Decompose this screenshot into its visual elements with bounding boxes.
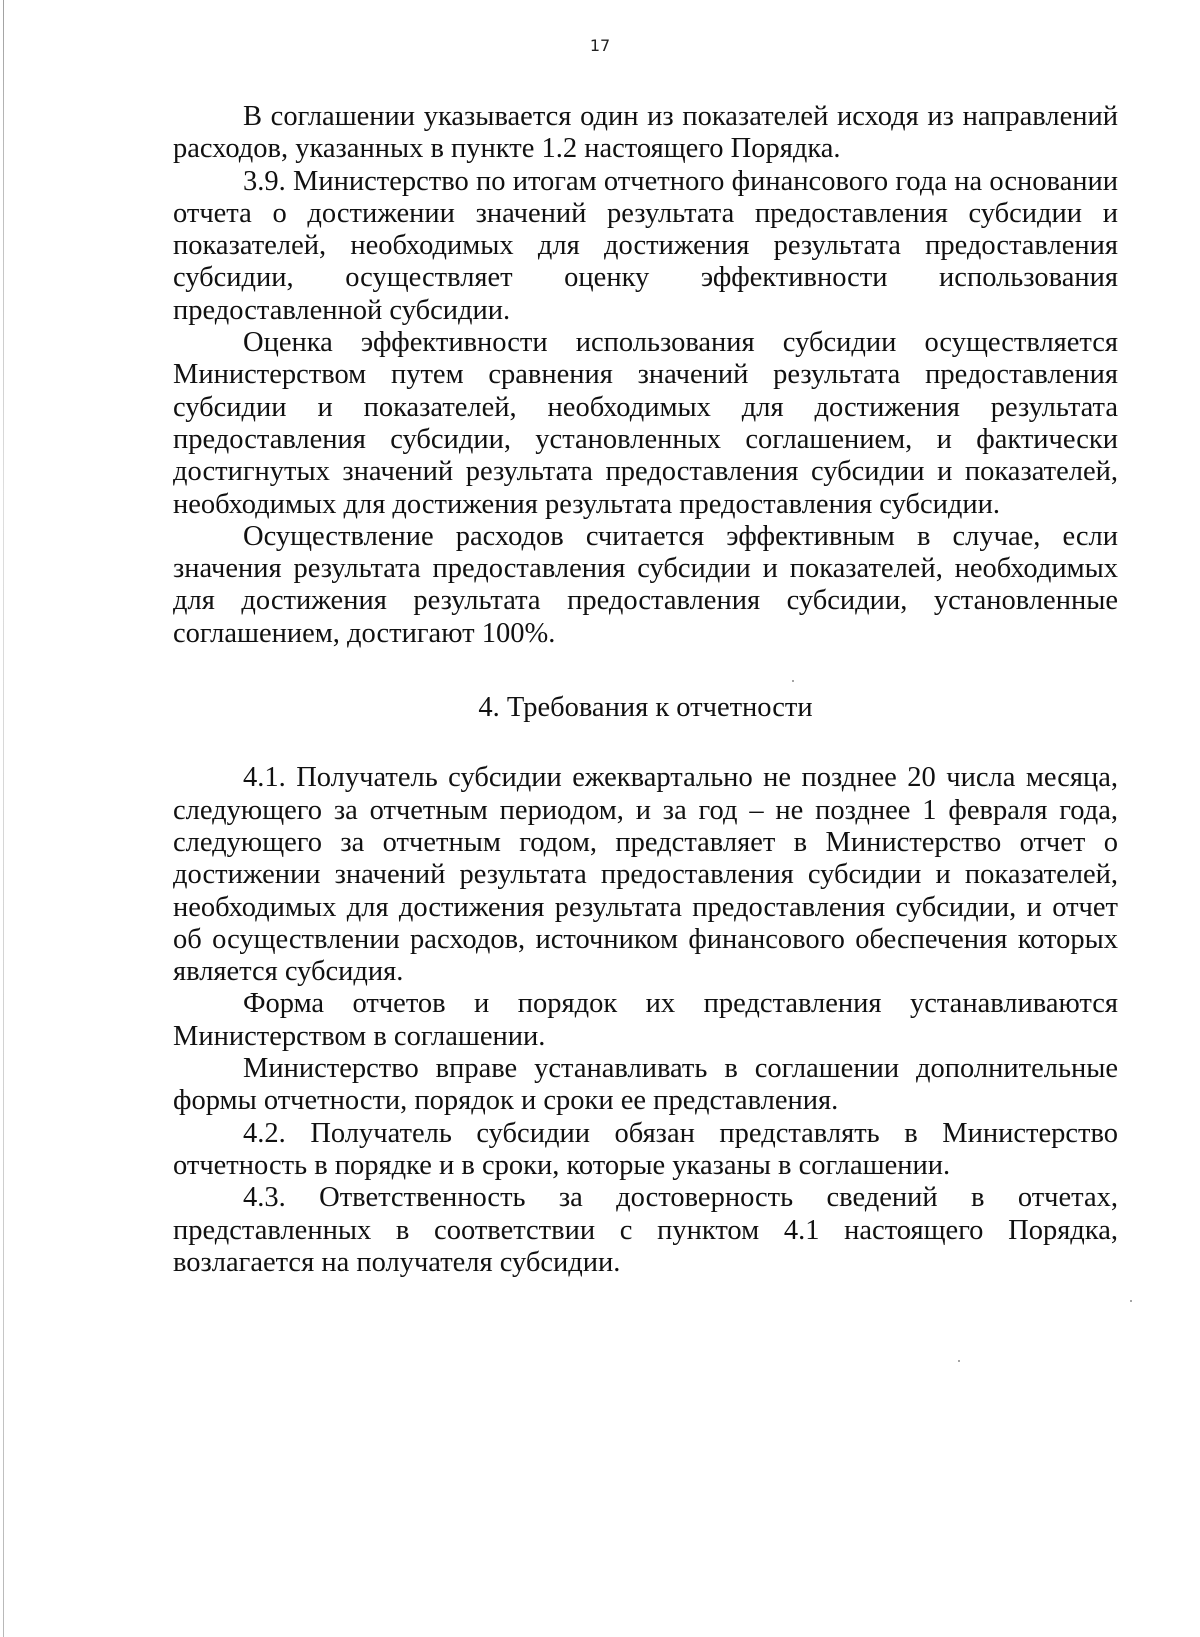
scan-speck bbox=[1130, 1300, 1132, 1302]
scan-speck bbox=[792, 680, 794, 682]
paragraph-3-9: 3.9. Министерство по итогам отчетного финансового года на основании отчета о достижении значений результата предоставления субсидии и показателей, необходимых для достижения результата предоставления субсидии, осуществляет оценку эффективности использования предоставленной субсидии. bbox=[173, 165, 1118, 326]
paragraph-report-form: Форма отчетов и порядок их представления устанавливаются Министерством в соглашении. bbox=[173, 988, 1118, 1052]
scan-edge-line bbox=[3, 0, 4, 1637]
paragraph-4-1: 4.1. Получатель субсидии ежеквартально не позднее 20 числа месяца, следующего за отчетным периодом, и за год – не позднее 1 февраля года, следующего за отчетным годом, представляет в Министерство отчет о достижении значений результата предоставления субсидии и показателей, необходимых для достижения результата предоставления субсидии, и отчет об осуществлении расходов, источником финансового обеспечения которых является субсидия. bbox=[173, 762, 1118, 988]
paragraph-efficiency-criterion: Осуществление расходов считается эффективным в случае, если значения результата предоставления субсидии и показателей, необходимых для достижения результата предоставления субсидии, установленные соглашением, достигают 100%. bbox=[173, 520, 1118, 649]
paragraph-efficiency-assessment: Оценка эффективности использования субсидии осуществляется Министерством путем сравнения значений результата предоставления субсидии и показателей, необходимых для достижения результата предоставления субсидии, установленных соглашением, и фактически достигнутых значений результата предоставления субсидии и показателей, необходимых для достижения результата предоставления субсидии. bbox=[173, 327, 1118, 520]
paragraph-4-2: 4.2. Получатель субсидии обязан представлять в Министерство отчетность в порядке и в сроки, которые указаны в соглашении. bbox=[173, 1117, 1118, 1181]
scan-speck bbox=[958, 1360, 960, 1362]
page-number: 17 bbox=[589, 36, 611, 55]
section-heading: 4. Требования к отчетности bbox=[478, 692, 813, 724]
document-body bbox=[173, 101, 1118, 1279]
paragraph-indicator-note: В соглашении указывается один из показателей исходя из направлений расходов, указанных в пункте 1.2 настоящего Порядка. bbox=[173, 101, 1118, 165]
paragraph-4-3: 4.3. Ответственность за достоверность сведений в отчетах, представленных в соответствии с пунктом 4.1 настоящего Порядка, возлагается на получателя субсидии. bbox=[173, 1182, 1118, 1278]
paragraph-additional-forms: Министерство вправе устанавливать в соглашении дополнительные формы отчетности, порядок и сроки ее представления. bbox=[173, 1053, 1118, 1117]
